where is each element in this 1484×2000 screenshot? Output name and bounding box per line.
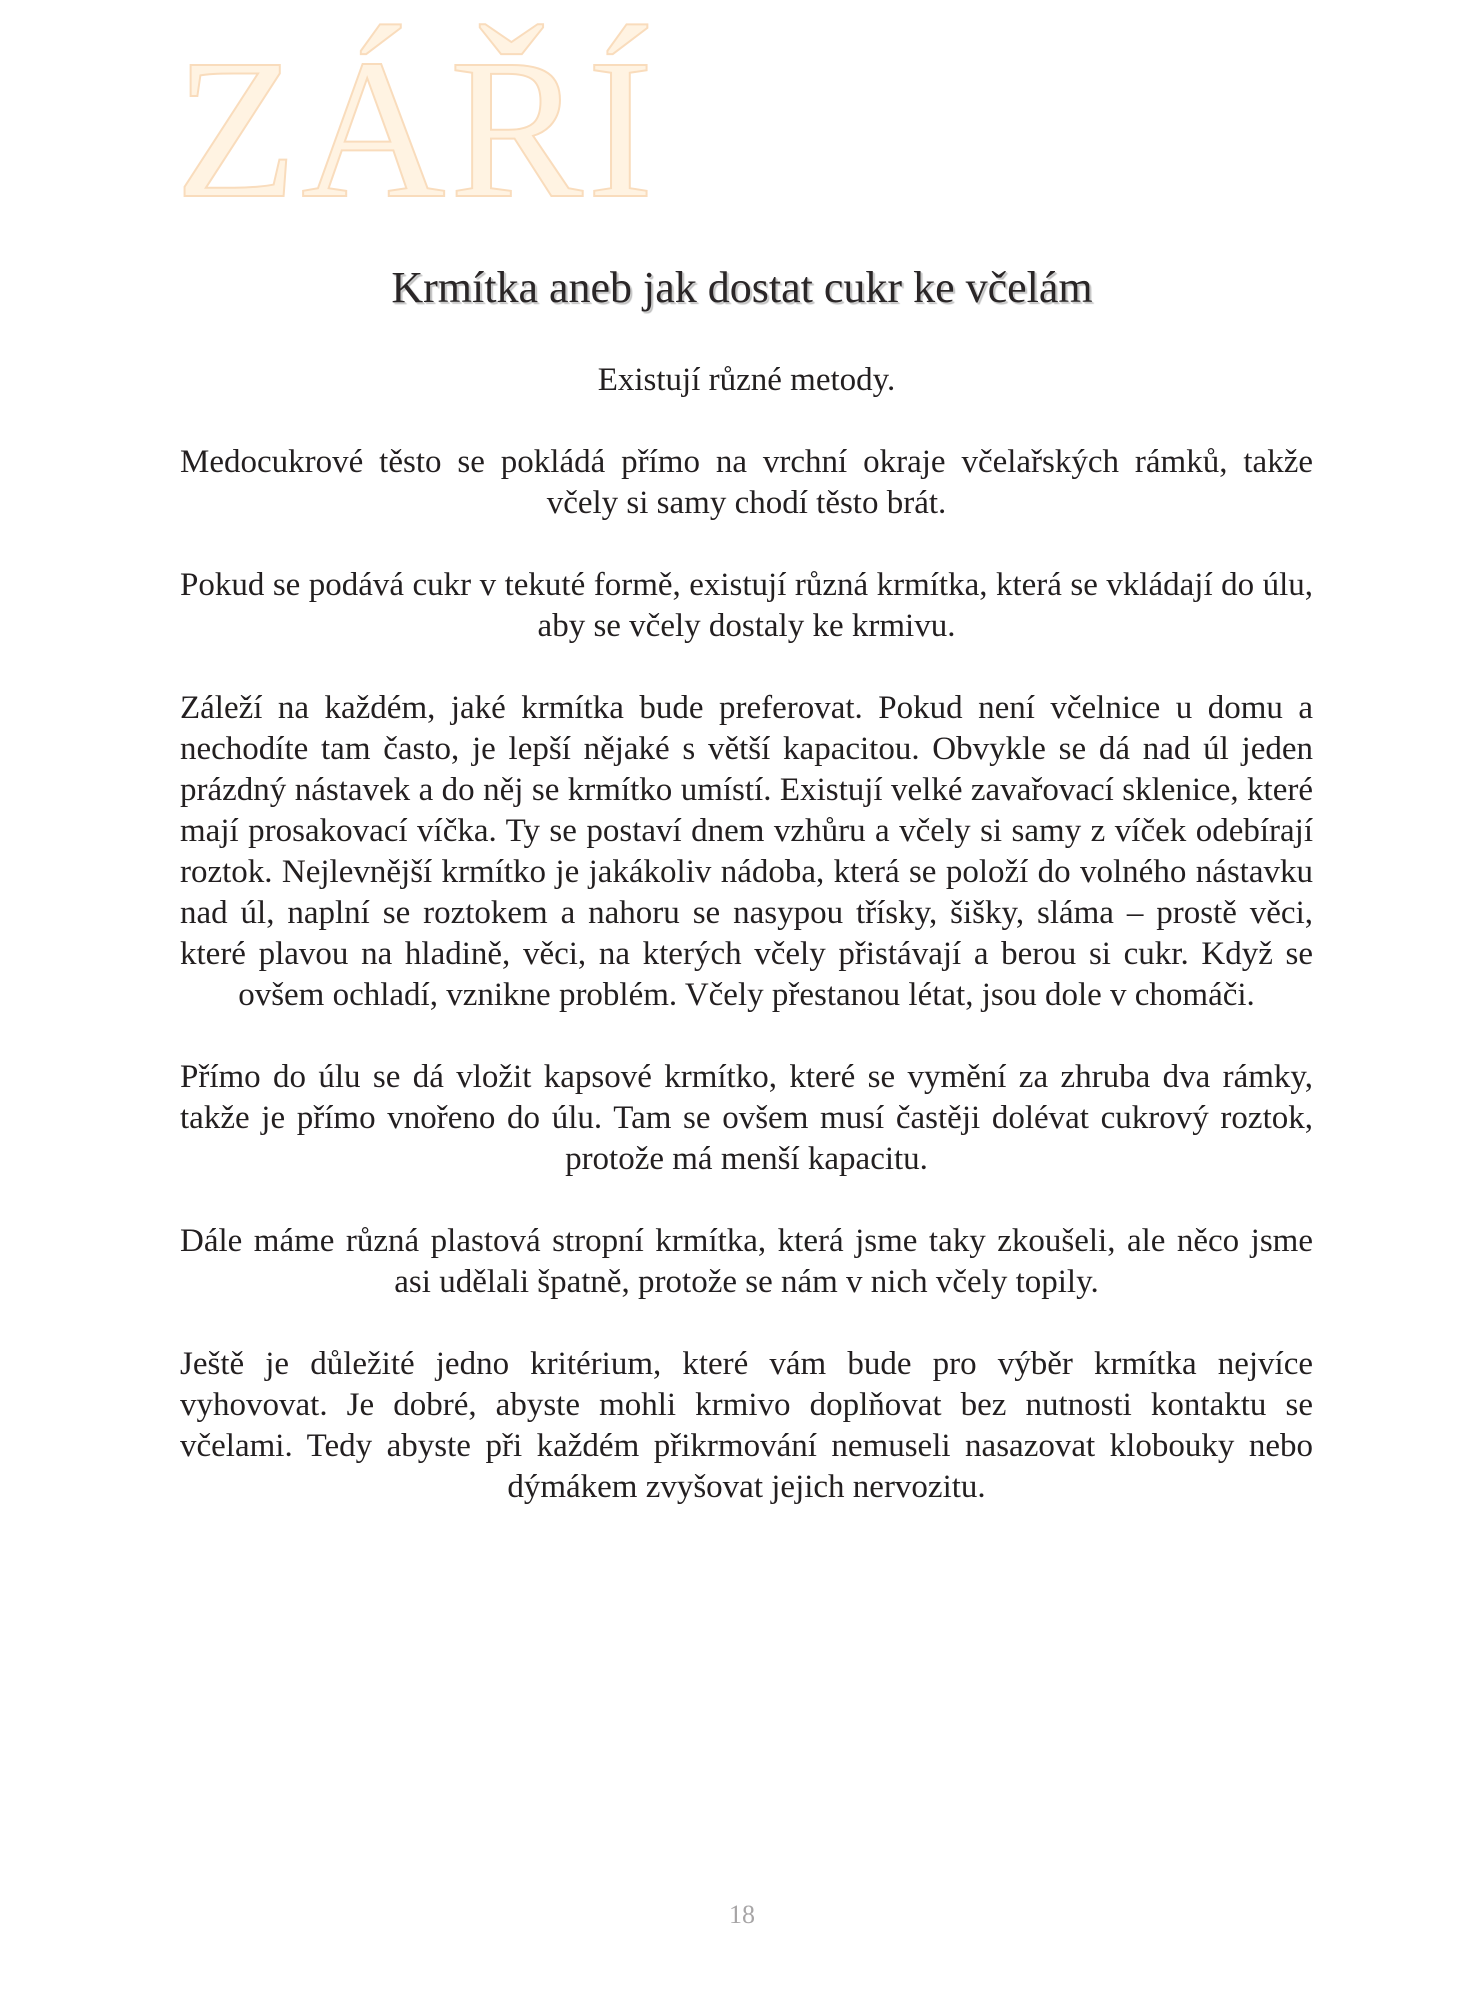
paragraph-capacity: Záleží na každém, jaké krmítka bude preferovat. Pokud není včelnice u domu a nechodíte tam často, je lepší nějaké s větší kapacitou. Obvykle se dá nad úl jeden prázdný nástavek a do něj se krmítko umístí. Existují velké zavařovací sklenice, které mají prosakovací víčka. Ty se postaví dnem vzhůru a včely si samy z víček odebírají roztok. Nejlevnější krmítko je jakákoliv nádoba, která se položí do volného nástavku nad úl, naplní se roztokem a nahoru se nasypou třísky, šišky, sláma – prostě věci, které plavou na hladině, věci, na kterých včely přistávají a berou si cukr. Když se ovšem ochladí, vznikne problém. Včely přestanou létat, jsou dole v chomáči. bbox=[180, 690, 1313, 1013]
chapter-title: Krmítka aneb jak dostat cukr ke včelám bbox=[391, 263, 1093, 312]
page-number: 18 bbox=[729, 1900, 755, 1929]
paragraph-pocket-feeder: Přímo do úlu se dá vložit kapsové krmítko, které se vymění za zhruba dva rámky, takže je přímo vnořeno do úlu. Tam se ovšem musí častěji dolévat cukrový roztok, protože má menší kapacitu. bbox=[180, 1059, 1313, 1177]
paragraph-liquid: Pokud se podává cukr v tekuté formě, existují různá krmítka, která se vkládají do úlu, aby se včely dostaly ke krmivu. bbox=[180, 567, 1313, 644]
body-text bbox=[180, 360, 1313, 1549]
paragraph-plastic-feeders: Dále máme různá plastová stropní krmítka, která jsme taky zkoušeli, ale něco jsme asi udělali špatně, protože se nám v nich včely topily. bbox=[180, 1223, 1313, 1300]
paragraph-criterion: Ještě je důležité jedno kritérium, které vám bude pro výběr krmítka nejvíce vyhovovat. Je dobré, abyste mohli krmivo doplňovat bez nutnosti kontaktu se včelami. Tedy abyste při každém přikrmování nemuseli nasazovat klobouky nebo dýmákem zvyšovat jejich nervozitu. bbox=[180, 1346, 1313, 1505]
paragraph-dough: Medocukrové těsto se pokládá přímo na vrchní okraje včelařských rámků, takže včely si samy chodí těsto brát. bbox=[180, 444, 1313, 521]
month-heading: ZÁŘÍ bbox=[175, 19, 658, 240]
paragraph-intro: Existují různé metody. bbox=[597, 362, 896, 398]
